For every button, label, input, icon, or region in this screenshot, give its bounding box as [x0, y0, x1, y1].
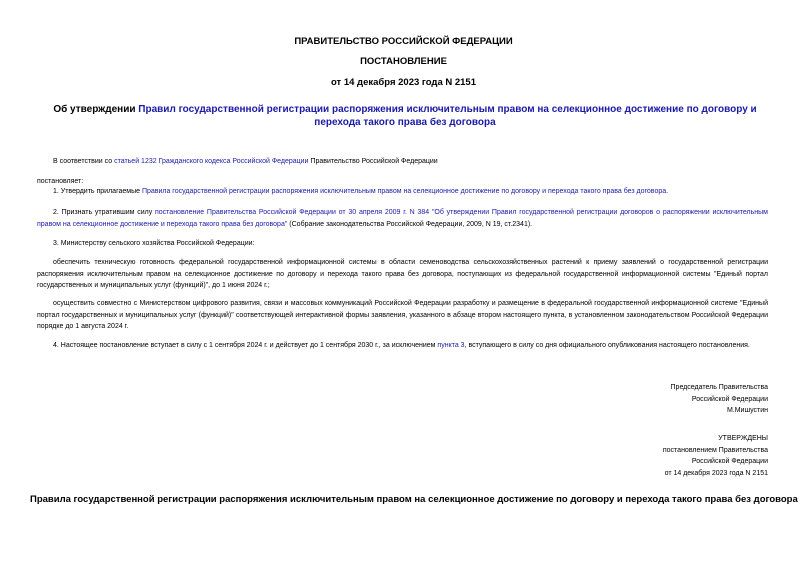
item-1-text-before: 1. Утвердить прилагаемые [53, 188, 142, 195]
signature-name: М.Мишустин [726, 407, 768, 414]
civil-code-article-link[interactable]: статьей 1232 Гражданского кодекса Российской Федерации [114, 158, 309, 165]
item-1-rules-link[interactable]: Правила государственной регистрации распоряжения исключительным правом на селекционное достижение по договору и перехода такого права без договора [141, 188, 667, 195]
signature-position: Председатель Правительства [670, 384, 768, 391]
resolution-384-link[interactable]: постановление Правительства Российской Федерации от 30 апреля 2009 г. N 384 "Об утверждении Правил государственной регистрации договоров о распоряжении исключительным правом на селекционное достижение и перехода такого права без договора" [37, 209, 768, 228]
item-1-paragraph [37, 186, 768, 198]
approval-line-2: постановлением Правительства [662, 446, 768, 454]
item-4-text-before: 4. Настоящее постановление вступает в силу с 1 сентября 2024 г. и действует до 1 сентября 2030 г., за исключением [53, 342, 438, 349]
document-type: ПОСТАНОВЛЕНИЕ [360, 56, 447, 67]
title-prefix: Об утверждении [53, 104, 139, 115]
resolves-paragraph: постановляет: [37, 178, 84, 185]
item-3-paragraph: 3. Министерству сельского хозяйства Российской Федерации: [53, 240, 255, 247]
approval-heading: УТВЕРЖДЕНЫ [718, 435, 768, 442]
document-date-number: от 14 декабря 2023 года N 2151 [330, 77, 476, 88]
item-4-text-after: , вступающего в силу со дня официального опубликования настоящего постановления. [464, 342, 750, 349]
approval-date: от 14 декабря 2023 года N 2151 [664, 469, 768, 477]
approval-block [500, 433, 768, 479]
intro-text-before: В соответствии со [53, 158, 115, 165]
item-1-text-after: . [666, 188, 669, 195]
intro-text-after: Правительство Российской Федерации [308, 158, 438, 165]
item-3-reference-link[interactable]: пункта 3 [437, 342, 465, 349]
intro-paragraph [37, 156, 768, 168]
rules-title: Правила государственной регистрации распоряжения исключительным правом на селекционное достижение по договору и перехода такого права без договора [30, 494, 798, 505]
item-3-subparagraph-1: обеспечить техническую готовность федеральной государственной информационной системы в области семеноводства сельскохозяйственных растений к приему заявлений о государственной регистрации распоряжения исключительным правом на селекционное достижение по договору и перехода такого права без договора, поступающих из федеральной государственной информационной системы "Единый портал государственных и муниципальных услуг (функций)", до 1 июня 2024 г.; [37, 259, 768, 289]
item-2-text-before: 2. Признать утратившим силу [53, 209, 155, 216]
item-2-paragraph [37, 207, 768, 230]
government-heading: ПРАВИТЕЛЬСТВО РОССИЙСКОЙ ФЕДЕРАЦИИ [294, 36, 513, 47]
item-4-paragraph [37, 340, 768, 352]
signature-block [500, 382, 768, 417]
signature-country: Российской Федерации [691, 395, 768, 403]
document-title [40, 103, 770, 129]
title-rules-link[interactable]: Правил государственной регистрации распоряжения исключительным правом на селекционное достижение по договору и перехода такого права без договора [138, 104, 757, 128]
approval-line-3: Российской Федерации [691, 458, 768, 465]
item-3-subparagraph-2: осуществить совместно с Министерством цифрового развития, связи и массовых коммуникаций Российской Федерации разработку и размещение в федеральной государственной информационной системе "Единый портал государственных и муниципальных услуг (функций)" соответствующей интерактивной формы заявления, указанного в абзаце втором настоящего пункта, в установленном законодательством Российской Федерации порядке до 1 августа 2024 г. [37, 300, 768, 330]
item-2-text-after: (Собрание законодательства Российской Федерации, 2009, N 19, ст.2341). [287, 220, 533, 228]
